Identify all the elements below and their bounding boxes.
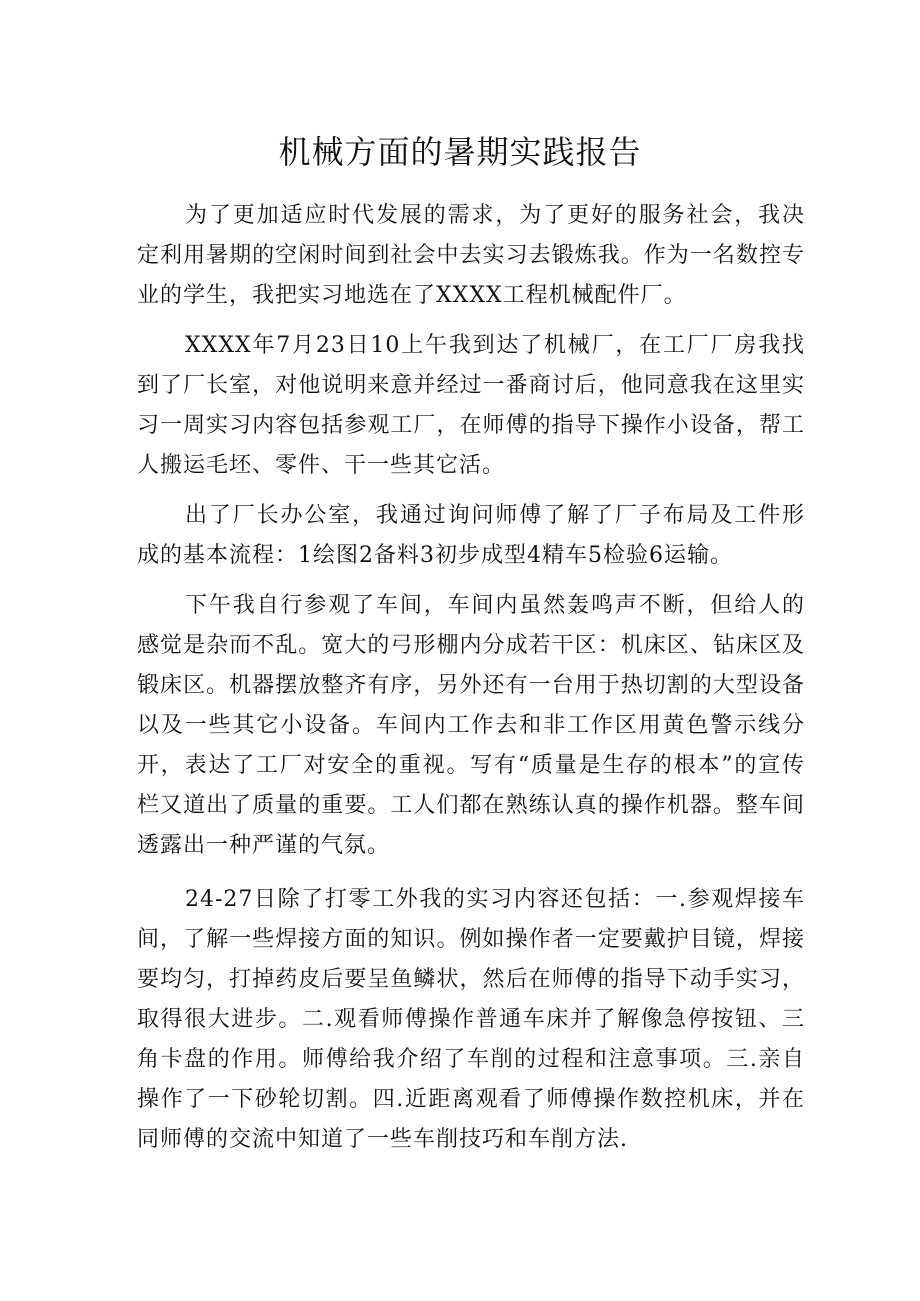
document-body bbox=[137, 196, 805, 1170]
document-title: 机械方面的暑期实践报告 bbox=[278, 133, 642, 171]
paragraph-process: 出了厂长办公室，我通过询问师傅了解了厂子布局及工件形成的基本流程：1绘图2备料3初步成型4精车5检验6运输。 bbox=[137, 503, 805, 568]
paragraph-arrival: XXXX年7月23日10上午我到达了机械厂，在工厂厂房我找到了厂长室，对他说明来意并经过一番商讨后，他同意我在这里实习一周实习内容包括参观工厂，在师傅的指导下操作小设备，帮工人搬运毛坯、零件、干一些其它活。 bbox=[137, 333, 805, 478]
paragraph-intro: 为了更加适应时代发展的需求，为了更好的服务社会，我决定利用暑期的空闲时间到社会中去实习去锻炼我。作为一名数控专业的学生，我把实习地选在了XXXX工程机械配件厂。 bbox=[137, 203, 805, 308]
paragraph-workshop: 下午我自行参观了车间，车间内虽然轰鸣声不断，但给人的感觉是杂而不乱。宽大的弓形棚内分成若干区：机床区、钻床区及锻床区。机器摆放整齐有序，另外还有一台用于热切割的大型设备以及一些其它小设备。车间内工作去和非工作区用黄色警示线分开，表达了工厂对安全的重视。写有“质量是生存的根本”的宣传栏又道出了质量的重要。工人们都在熟练认真的操作机器。整车间透露出一种严谨的气氛。 bbox=[137, 593, 805, 858]
paragraph-practice: 24-27日除了打零工外我的实习内容还包括：一.参观焊接车间，了解一些焊接方面的知识。例如操作者一定要戴护目镜，焊接要均匀，打掉药皮后要呈鱼鳞状，然后在师傅的指导下动手实习，取得很大进步。二.观看师傅操作普通车床并了解像急停按钮、三角卡盘的作用。师傅给我介绍了车削的过程和注意事项。三.亲自操作了一下砂轮切割。四.近距离观看了师傅操作数控机床，并在同师傅的交流中知道了一些车削技巧和车削方法. bbox=[137, 887, 805, 1152]
